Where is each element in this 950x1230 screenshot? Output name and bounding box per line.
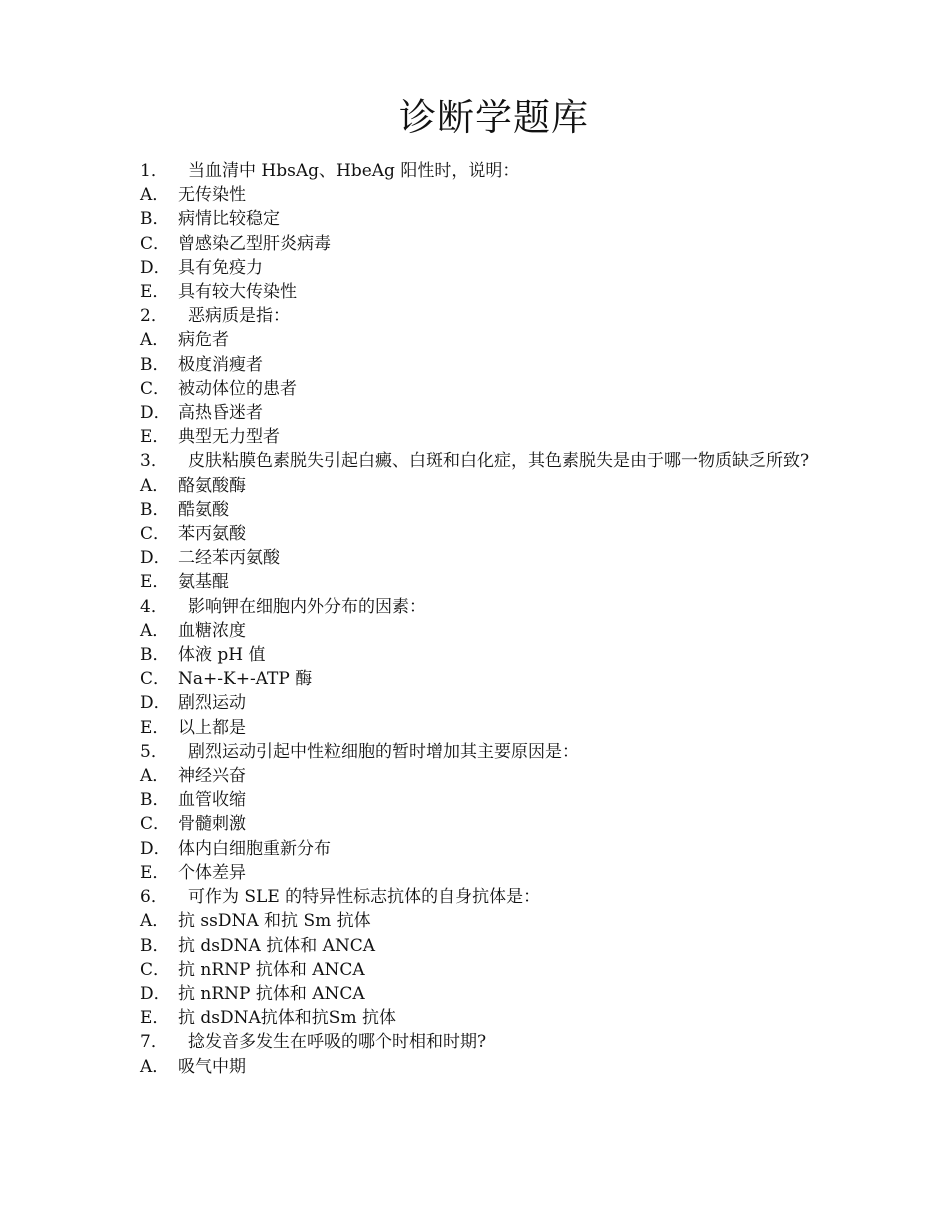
- option-text: 病危者: [178, 330, 229, 351]
- answer-option: [140, 837, 820, 861]
- option-text: 曾感染乙型肝炎病毒: [178, 233, 331, 254]
- option-letter: D．: [140, 257, 171, 278]
- page-title: 诊断学题库: [399, 96, 589, 139]
- option-text: 苯丙氨酸: [178, 524, 246, 545]
- question-number: 4．: [140, 596, 168, 617]
- option-letter: A．: [140, 1056, 170, 1077]
- option-letter: A．: [140, 620, 170, 641]
- option-letter: B．: [140, 354, 170, 375]
- answer-option: [140, 619, 820, 643]
- question-text: 影响钾在细胞内外分布的因素：: [188, 596, 426, 617]
- answer-option: [140, 280, 820, 304]
- option-text: 酪氨酸酶: [178, 475, 246, 496]
- option-text: 高热昏迷者: [178, 403, 263, 424]
- option-letter: C．: [140, 378, 171, 399]
- question-text: 可作为 SLE 的特异性标志抗体的自身抗体是：: [188, 887, 541, 908]
- answer-option: [140, 812, 820, 836]
- answer-option: [140, 643, 820, 667]
- option-text: 氨基醌: [178, 572, 229, 593]
- option-text: 具有较大传染性: [178, 282, 297, 303]
- option-text: 具有免疫力: [178, 257, 263, 278]
- answer-option: [140, 522, 820, 546]
- option-letter: E．: [140, 717, 170, 738]
- option-text: 个体差异: [178, 862, 246, 883]
- option-letter: B．: [140, 499, 170, 520]
- answer-option: [140, 691, 820, 715]
- option-text: 抗 nRNP 抗体和 ANCA: [178, 983, 365, 1004]
- answer-option: [140, 909, 820, 933]
- question-3: [140, 449, 820, 473]
- answer-option: [140, 861, 820, 885]
- question-2: [140, 304, 820, 328]
- option-text: 典型无力型者: [178, 427, 280, 448]
- option-text: 抗 dsDNA抗体和抗Sm 抗体: [178, 1008, 396, 1029]
- option-letter: C．: [140, 959, 171, 980]
- answer-option: [140, 667, 820, 691]
- question-6: [140, 885, 820, 909]
- option-text: 抗 nRNP 抗体和 ANCA: [178, 959, 365, 980]
- option-letter: C．: [140, 233, 171, 254]
- option-text: 酷氨酸: [178, 499, 229, 520]
- answer-option: [140, 498, 820, 522]
- option-letter: E．: [140, 282, 170, 303]
- option-text: 极度消瘦者: [178, 354, 263, 375]
- answer-option: [140, 353, 820, 377]
- option-letter: D．: [140, 548, 171, 569]
- option-text: 二经苯丙氨酸: [178, 548, 280, 569]
- question-number: 5．: [140, 741, 168, 762]
- answer-option: [140, 546, 820, 570]
- question-text: 剧烈运动引起中性粒细胞的暂时增加其主要原因是：: [188, 741, 579, 762]
- question-4: [140, 595, 820, 619]
- option-text: 剧烈运动: [178, 693, 246, 714]
- answer-option: [140, 232, 820, 256]
- answer-option: [140, 377, 820, 401]
- option-letter: D．: [140, 403, 171, 424]
- option-letter: D．: [140, 838, 171, 859]
- answer-option: [140, 401, 820, 425]
- option-letter: E．: [140, 862, 170, 883]
- option-text: 体内白细胞重新分布: [178, 838, 331, 859]
- answer-option: [140, 788, 820, 812]
- option-letter: B．: [140, 790, 170, 811]
- option-text: 血管收缩: [178, 790, 246, 811]
- option-letter: B．: [140, 209, 170, 230]
- question-1: [140, 159, 820, 183]
- option-letter: A．: [140, 475, 170, 496]
- option-letter: A．: [140, 766, 170, 787]
- option-letter: E．: [140, 1008, 170, 1029]
- option-letter: B．: [140, 645, 170, 666]
- option-letter: A．: [140, 330, 170, 351]
- option-text: 病情比较稳定: [178, 209, 280, 230]
- answer-option: [140, 474, 820, 498]
- option-text: 吸气中期: [178, 1056, 246, 1077]
- question-number: 1．: [140, 161, 168, 181]
- answer-option: [140, 764, 820, 788]
- option-text: 抗 ssDNA 和抗 Sm 抗体: [178, 911, 371, 932]
- option-letter: D．: [140, 693, 171, 714]
- question-number: 3．: [140, 451, 168, 472]
- answer-option: [140, 982, 820, 1006]
- question-text: 恶病质是指：: [188, 306, 290, 327]
- option-letter: C．: [140, 814, 171, 835]
- option-letter: C．: [140, 669, 171, 690]
- answer-option: [140, 958, 820, 982]
- option-text: 抗 dsDNA 抗体和 ANCA: [178, 935, 376, 956]
- question-text: 皮肤粘膜色素脱失引起白癜、白斑和白化症，其色素脱失是由于哪一物质缺乏所致?: [188, 451, 810, 472]
- option-letter: D．: [140, 983, 171, 1004]
- option-letter: C．: [140, 524, 171, 545]
- question-text: 当血清中 HbsAg、HbeAg 阳性时，说明：: [188, 161, 520, 181]
- question-text: 捻发音多发生在呼吸的哪个时相和时期?: [188, 1032, 487, 1053]
- answer-option: [140, 934, 820, 958]
- question-7: [140, 1030, 820, 1054]
- option-letter: A．: [140, 185, 170, 206]
- question-number: 6．: [140, 887, 168, 908]
- answer-option: [140, 1055, 820, 1079]
- option-text: 骨髓刺激: [178, 814, 246, 835]
- option-letter: B．: [140, 935, 170, 956]
- answer-option: [140, 256, 820, 280]
- option-text: 神经兴奋: [178, 766, 246, 787]
- option-text: 被动体位的患者: [178, 378, 297, 399]
- option-text: 体液 pH 值: [178, 645, 266, 666]
- answer-option: [140, 207, 820, 231]
- answer-option: [140, 570, 820, 594]
- answer-option: [140, 328, 820, 352]
- option-text: 以上都是: [178, 717, 246, 738]
- question-5: [140, 740, 820, 764]
- option-letter: A．: [140, 911, 170, 932]
- option-letter: E．: [140, 427, 170, 448]
- answer-option: [140, 716, 820, 740]
- option-letter: E．: [140, 572, 170, 593]
- answer-option: [140, 1006, 820, 1030]
- answer-option: [140, 183, 820, 207]
- question-number: 2．: [140, 306, 168, 327]
- answer-option: [140, 425, 820, 449]
- option-text: Na+-K+-ATP 酶: [178, 669, 313, 690]
- question-list: [140, 159, 820, 1079]
- question-number: 7．: [140, 1032, 168, 1053]
- option-text: 血糖浓度: [178, 620, 246, 641]
- option-text: 无传染性: [178, 185, 246, 206]
